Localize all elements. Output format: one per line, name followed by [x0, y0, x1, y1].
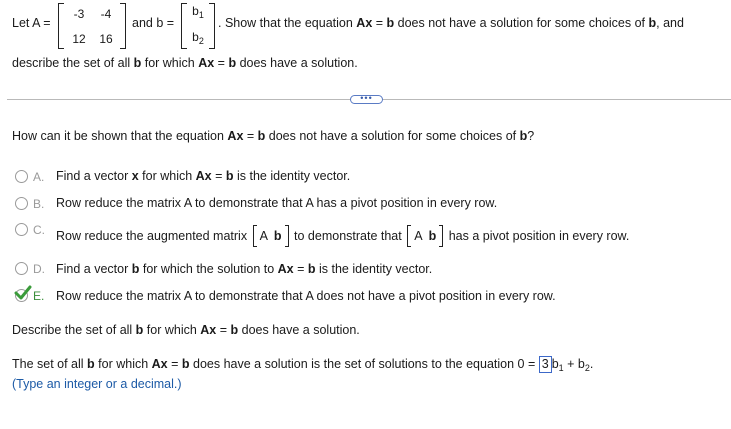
option-c-letter: C.	[33, 223, 45, 237]
option-a-radio[interactable]	[15, 170, 28, 183]
and-b-label: and b =	[132, 16, 175, 30]
augmented-matrix: A b	[253, 229, 289, 243]
matrix-a-right-bracket	[120, 3, 126, 49]
matrix-a-cell: 12	[72, 32, 86, 46]
matrix-a-cell: 16	[99, 32, 113, 46]
problem-statement: . Show that the equation Ax = b does not have a solution for some choices of b, and	[218, 16, 684, 30]
more-options-button[interactable]: •••	[350, 95, 383, 104]
option-b-text[interactable]: Row reduce the matrix A to demonstrate that A has a pivot position in every row.	[56, 196, 498, 210]
vector-b-left-bracket	[181, 3, 187, 49]
question-1: How can it be shown that the equation Ax = b does not have a solution for some choices of b?	[12, 129, 535, 143]
matrix-a-left-bracket	[58, 3, 64, 49]
option-c-text[interactable]: Row reduce the augmented matrix A b to demonstrate that A b has a pivot position in every row.	[56, 229, 629, 243]
question-2: Describe the set of all b for which Ax = b does have a solution.	[12, 323, 360, 337]
option-d-radio[interactable]	[15, 262, 28, 275]
vector-b-entry-1: $b_1$	[192, 4, 204, 20]
let-a-label: Let A =	[12, 16, 51, 30]
matrix-a-cell: -3	[73, 7, 85, 21]
option-c-radio[interactable]	[15, 223, 28, 236]
option-d-letter: D.	[33, 262, 45, 276]
option-e-text[interactable]: Row reduce the matrix A to demonstrate that A does not have a pivot position in every row.	[56, 289, 556, 303]
answer-statement: The set of all b for which Ax = b does have a solution is the set of solutions to the equation 0 = 3 $b_1 + b_2$.	[12, 357, 594, 373]
vector-b-right-bracket	[209, 3, 215, 49]
vector-b-entry-2: $b_2$	[192, 30, 204, 46]
option-b-radio[interactable]	[15, 197, 28, 210]
checkmark-icon	[14, 285, 32, 300]
option-a-letter: A.	[33, 170, 45, 184]
option-d-text[interactable]: Find a vector b for which the solution to Ax = b is the identity vector.	[56, 262, 433, 276]
matrix-a-cell: -4	[100, 7, 112, 21]
option-a-text[interactable]: Find a vector x for which Ax = b is the identity vector.	[56, 169, 351, 183]
option-b-letter: B.	[33, 197, 45, 211]
input-hint: (Type an integer or a decimal.)	[12, 377, 182, 391]
option-e-letter: E.	[33, 289, 45, 303]
answer-input[interactable]: 3	[539, 356, 552, 373]
problem-describe: describe the set of all b for which Ax = b does have a solution.	[12, 56, 358, 70]
augmented-matrix: A b	[407, 229, 443, 243]
